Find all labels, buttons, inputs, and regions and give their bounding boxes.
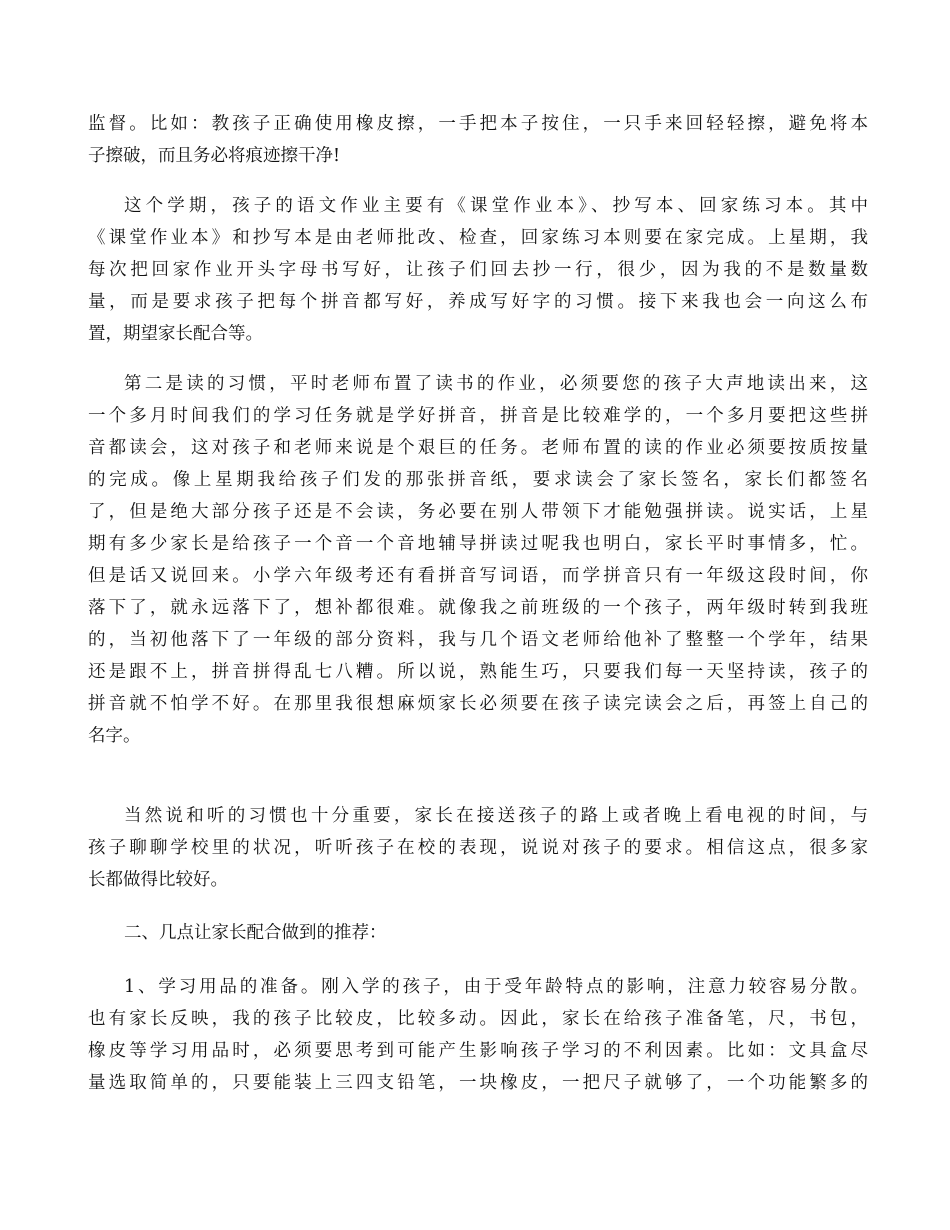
text-line: 期有多少家长是给孩子一个音一个音地辅导拼读过呢我也明白，家长平时事情多，忙。 <box>88 534 868 554</box>
section-heading <box>88 917 868 949</box>
text-line: 的，当初他落下了一年级的部分资料，我与几个语文老师给他补了整整一个学年，结果 <box>88 630 868 650</box>
text-line: 也有家长反映，我的孩子比较皮，比较多动。因此，家长在给孩子准备笔，尺，书包， <box>88 1009 868 1029</box>
text-line: 量，而是要求孩子把每个拼音都写好，养成写好字的习惯。接下来我也会一向这么布 <box>88 292 868 312</box>
text-line: 每次把回家作业开头字母书写好，让孩子们回去抄一行，很少，因为我的不是数量数 <box>88 260 868 280</box>
paragraph-3 <box>88 368 868 752</box>
text-line: 橡皮等学习用品时，必须要思考到可能产生影响孩子学习的不利因素。比如：文具盒尽 <box>88 1041 868 1061</box>
paragraph-4 <box>88 800 868 896</box>
paragraph-1 <box>88 108 868 172</box>
text-line: 第二是读的习惯，平时老师布置了读书的作业，必须要您的孩子大声地读出来，这 <box>124 374 868 394</box>
text-line: 当然说和听的习惯也十分重要，家长在接送孩子的路上或者晚上看电视的时间，与 <box>124 806 868 826</box>
text-line: 监督。比如：教孩子正确使用橡皮擦，一手把本子按住，一只手来回轻轻擦，避免将本 <box>88 114 868 134</box>
text-line: 的完成。像上星期我给孩子们发的那张拼音纸，要求读会了家长签名，家长们都签名 <box>88 470 868 490</box>
text-line: 二、几点让家长配合做到的推荐： <box>124 923 387 943</box>
text-line: 这个学期，孩子的语文作业主要有《课堂作业本》、抄写本、回家练习本。其中 <box>124 196 868 216</box>
text-line: 但是话又说回来。小学六年级考还有看拼音写词语，而学拼音只有一年级这段时间，你 <box>88 566 868 586</box>
paragraph-6 <box>88 971 868 1099</box>
text-line: 一个多月时间我们的学习任务就是学好拼音，拼音是比较难学的，一个多月要把这些拼 <box>88 406 868 426</box>
text-line: 名字。 <box>88 726 141 746</box>
text-line: 《课堂作业本》和抄写本是由老师批改、检查，回家练习本则要在家完成。上星期，我 <box>88 228 868 248</box>
text-line: 拼音就不怕学不好。在那里我很想麻烦家长必须要在孩子读完读会之后，再签上自己的 <box>88 694 868 714</box>
text-line: 了，但是绝大部分孩子还是不会读，务必要在别人带领下才能勉强拼读。说实话，上星 <box>88 502 868 522</box>
text-line: 置，期望家长配合等。 <box>88 324 263 344</box>
text-line: 孩子聊聊学校里的状况，听听孩子在校的表现，说说对孩子的要求。相信这点，很多家 <box>88 838 868 858</box>
paragraph-2 <box>88 190 868 350</box>
text-line: 长都做得比较好。 <box>88 870 228 890</box>
text-line: 还是跟不上，拼音拼得乱七八糟。所以说，熟能生巧，只要我们每一天坚持读，孩子的 <box>88 662 868 682</box>
text-line: 量选取简单的，只要能装上三四支铅笔，一块橡皮，一把尺子就够了，一个功能繁多的 <box>88 1073 868 1093</box>
text-line: 子擦破，而且务必将痕迹擦干净! <box>88 146 341 166</box>
text-line: 音都读会，这对孩子和老师来说是个艰巨的任务。老师布置的读的作业必须要按质按量 <box>88 438 868 458</box>
text-line: 落下了，就永远落下了，想补都很难。就像我之前班级的一个孩子，两年级时转到我班 <box>88 598 868 618</box>
text-line: 1、学习用品的准备。刚入学的孩子，由于受年龄特点的影响，注意力较容易分散。 <box>124 977 868 997</box>
